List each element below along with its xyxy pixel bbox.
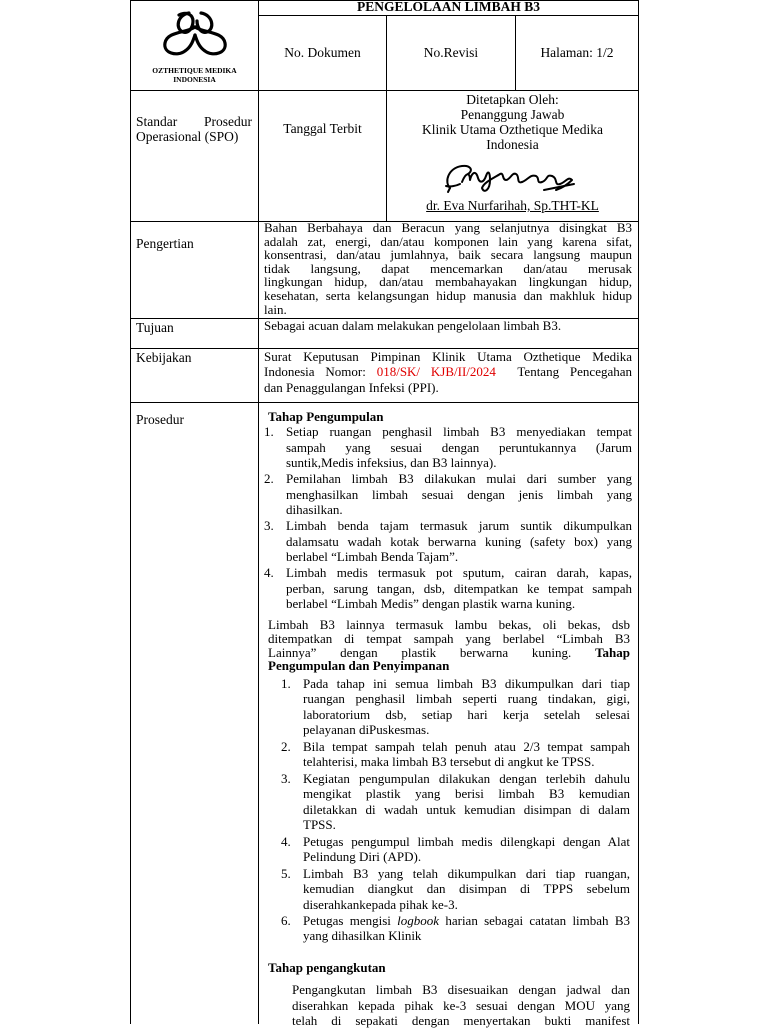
signature-image (440, 158, 580, 198)
spo-label-line2: Operasional (SPO) (136, 129, 239, 144)
list-item: 2. Pemilahan limbah B3 dilakukan mulai dari sumber yang menghasilkan limbah sesuai dengan jenis limbah yang dihasilkan. (264, 471, 632, 518)
list-item: 6. Petugas mengisi logbook harian sebagai catatan limbah B3 yang dihasilkan Klinik (281, 913, 630, 944)
logbook-term: logbook (397, 913, 440, 928)
tujuan-text: Sebagai acuan dalam melakukan pengelolaan limbah B3. (264, 318, 562, 333)
logo-text-line2: INDONESIA (173, 75, 216, 84)
clinic-logo (131, 1, 258, 90)
list-item: 3. Kegiatan pengumpulan dilakukan dengan terlebih dahulu mengikat plastik yang berisi limbah B3 kemudian diletakkan di wadah untuk kemudian disimpan di dalam TPSS. (281, 771, 630, 833)
no-revisi-label: No.Revisi (423, 45, 479, 60)
halaman-label: Halaman: 1/2 (540, 45, 614, 60)
list-item: 1. Pada tahap ini semua limbah B3 dikumpulkan dari tiap ruangan penghasil limbah seperti ruang tindakan, gigi, laboratorium dsb, setiap hari kerja setelah selesai pelayanan diPuskesmas. (281, 676, 630, 738)
spo-label-line1: Standar Prosedur (136, 114, 252, 129)
heading-tahap-pengumpulan: Tahap Pengumpulan (268, 409, 384, 424)
logo-text-line1: OZTHETIQUE MEDIKA (152, 66, 237, 75)
heading-tahap-part: Tahap (595, 644, 631, 660)
klinik-name: Klinik Utama Ozthetique Medika (421, 122, 604, 137)
kebijakan-text: Surat Keputusan Pimpinan Klinik Utama Ozthetique Medika Indonesia Nomor: 018/SK/ KJB/II/2024 Tentang Pencegahan dan Penaggulangan Infeksi (PPI). (264, 349, 633, 395)
list-item: 2. Bila tempat sampah telah penuh atau 2/3 tempat sampah telahterisi, maka limbah B3 tersebut di angkut ke TPSS. (281, 739, 630, 770)
list-item: 4. Petugas pengumpul limbah medis dilengkapi dengan Alat Pelindung Diri (APD). (281, 834, 630, 865)
klinik-country: Indonesia (486, 137, 539, 152)
pengertian-text: Bahan Berbahaya dan Beracun yang selanjutnya disingkat B3 adalah zat, energi, dan/atau komponen lain yang karena sifat, konsentrasi, dan/atau jumlahnya, baik secara langsung maupun tidak langsung, dapat mencemarkan dan/atau merusak lingkungan hidup, dan/atau membahayakan lingkungan hidup, kesehatan, serta kelangsungan hidup manusia dan makhluk hidup lain. (264, 220, 632, 317)
heading-tahap-pengangkutan: Tahap pengangkutan (268, 960, 386, 975)
paragraph-pengangkutan: Pengangkutan limbah B3 disesuaikan dengan jadwal dan diserahkan kepada pihak ke-3 sesuai dengan MOU yang telah di sepakati dengan menyertakan bukti manifest (292, 982, 630, 1029)
list-item: 3. Limbah benda tajam termasuk jarum suntik dikumpulkan dalamsatu wadah kotak berwarna kuning (safety box) yang berlabel “Limbah Benda Tajam”. (264, 518, 632, 565)
penanggung-jawab-label: Penanggung Jawab (460, 107, 565, 122)
logo-mark-icon (131, 1, 258, 61)
list-penyimpanan (281, 676, 630, 945)
no-dokumen-label: No. Dokumen (284, 45, 361, 60)
list-pengumpulan (264, 424, 632, 612)
prosedur-label: Prosedur (136, 412, 184, 427)
paragraph-limbah-lainnya: Limbah B3 lainnya termasuk lambu bekas, oli bekas, dsb ditempatkan di tempat sampah yang berlabel “Limbah B3 Lainnya” dengan plastik berwarna kuning. Tahap Pengumpulan dan Penyimpanan (268, 617, 631, 674)
heading-pengumpulan-penyimpanan: Pengumpulan dan Penyimpanan (268, 658, 450, 674)
tujuan-label: Tujuan (136, 320, 174, 335)
kebijakan-label: Kebijakan (136, 350, 192, 365)
sk-number: 018/SK/ KJB/II/2024 (376, 364, 496, 380)
tanggal-terbit-label: Tanggal Terbit (283, 121, 362, 136)
ditetapkan-label: Ditetapkan Oleh: (466, 92, 559, 107)
pengertian-label: Pengertian (136, 236, 194, 251)
list-item: 5. Limbah B3 yang telah dikumpulkan dari tiap ruangan, kemudian diangkut dan disimpan di TPPS sebelum diserahkankepada pihak ke-3. (281, 866, 630, 912)
signer-name: dr. Eva Nurfarihah, Sp.THT-KL (426, 198, 599, 213)
list-item: 1. Setiap ruangan penghasil limbah B3 menyediakan tempat sampah yang sesuai dengan peruntukannya (Jarum suntik,Medis infeksius, dan B3 lainnya). (264, 424, 632, 471)
document-title: PENGELOLAAN LIMBAH B3 (356, 0, 541, 14)
list-item: 4. Limbah medis termasuk pot sputum, cairan darah, kapas, perban, sarung tangan, dsb, ditempatkan ke tempat sampah berlabel “Limbah Medis” dengan plastik warna kuning. (264, 565, 632, 612)
